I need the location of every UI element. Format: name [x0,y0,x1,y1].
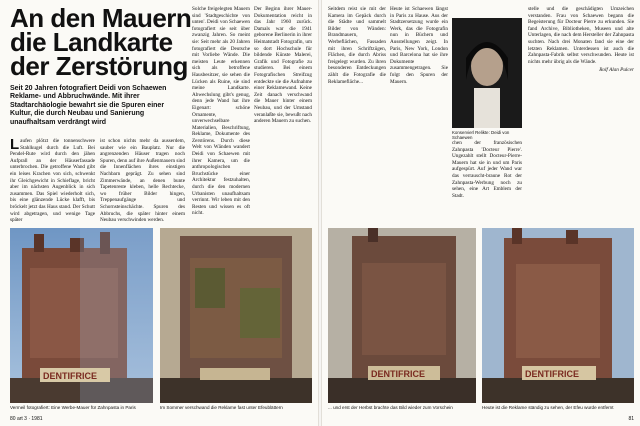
article-lead: Seit 20 Jahren fotografiert Deidi von Schaewen Reklame- und Abbruchwände. Mit ihrer Stadtarchäologie bewahrt sie die Spuren einer Kultur, die durch Neubau und Sanierung unaufhaltsam verdrängt wird [10,85,167,126]
photo-wall-1 [10,228,153,403]
body-column-3 [192,6,250,224]
article-headline [10,3,192,81]
dropcap: L [10,138,20,153]
folio-right: 81 [628,416,634,422]
body-column-7 [452,140,522,224]
caption-2: Im Sommer verschwand die Reklame fast unter Efeublättern [160,405,283,410]
sign-text-1: DENTIFRICE [43,371,97,381]
caption-1: Vermeil fotografiert: Eine Werbe-Mauer für Zahnpasta in Paris [10,405,136,410]
sign-text-3: DENTIFRICE [371,369,425,379]
body-column-2 [100,138,185,226]
body-column-8 [528,6,634,224]
headline-line-3: der Zerstörung [10,51,188,81]
body-column-5 [328,6,386,224]
folio-left: 80 art 3 · 1981 [10,416,43,422]
photo-wall-2 [160,228,312,403]
portrait-photo [452,18,522,128]
body-text-1: aufen plötzt die tonnenschwere Stahlkugel durch die Luft. Bei Pendel-Rute wird durch den jähen Aufprall an der Häuserfassade unterbrochen. Die getroffene Wand gibt ein leises Krachen von sich, schwenkt ihr Gleichgewicht in Schieflage, bricht aber im nächsten Augenblick in sich zusammen. Das Spiel wiederholt sich, bis eine glänzende Lücke klafft, bis bröckelt jetzt das Haus stand. Der Schutt wird abgetragen, und wenige Tage später [10,138,95,224]
body-text-3: Solche freigelegten Mauern sind 'Stadtgeschichte von unten'. Deidi von Schaewen fotografiert sie seit über zwanzig Jahren. So meint sie: Seit mehr als 20 Jahren fotografiert die Deutsche mit Vorliebe Wände. Die meisten Leute erkennen sich als betroffene Hausbesitzer, sie sehen die Lücken als Ruine, sie sind meine Landkarte. Abwechslung gibt's genug, denn jede Wand hat ihre Eigenart: schöne Ornamente, unverwechselbare Materialien, Beschriftung, Reklame, Dokumente des Zerstörens. Durch diese Welt von Wänden wandert Deidi von Schaewen mit ihrer Kamera, um die anthropologischen Bruchstücke einer Architektur festzuhalten, durch die den modernen Urbanisten unaufhaltsam verrinnt. Wir leben mit den Resten und wissen es oft nicht. [192,6,250,217]
caption-4: Heute ist die Reklame ständig zu sehen, der Efeu wurde entfernt [482,405,614,410]
body-column-4 [254,6,312,224]
right-page [322,0,640,426]
photo-wall-3 [328,228,476,403]
portrait-caption: Konservierl Relikte: Deidi von Schaewen [452,130,510,140]
body-text-5: Seitdem reist sie mit der Kamera im Gepäck durch die Städte und sammelt Bilder von Wänden: Brandmauern, Werbeflächen, Fassaden mit ihren Schriftzügen, Flächen, die durch Abriss freigelegt wurden. Zu ihren besonderen Entdeckungen zählt die Fotografie die Reklamefläche... [328,6,386,85]
left-page [0,0,318,426]
body-text-8: stelle und die geschädigten Umzeichen verstanden. Frau von Schaewen begann die Begeisterung für Docteur Pierre zu erkunden. Sie fand Archive, Bibliotheken, Museen und alte Unterlagen, die nach dem Hersteller der Zahnpasta suchten. Nach drei Monaten fand sie eine der letzten Reklamen. Unterdessen ist auch die Zahnpasta-Fabrik selbst verschwunden. Heute ist nichts mehr übrig als die Wände. [528,6,634,65]
photo-wall-4 [482,228,634,403]
body-text-7: chen der französischen Zahnpasta 'Docteur Pierre'. Ungezahlt stellt Docteur-Pierre-Mauern hat sie in und um Paris aufgespürt. Auf jeder Wand war das verrauscht-braune Rot der Zahnpasta-Werbung noch zu sehen, eine Art Emblem der Stadt. [452,140,522,199]
body-text-6: Heute ist Schaewen längst in Paris zu Hause. Aus der Stadtzersetzung wurde ein Werk, das die Fotografin nun in Büchern und Ausstellungen zeigt. In Paris, New York, London und Barcelona hat sie ihre Dokumente zusammengetragen. Sie folgt den Spuren der Mauern. [390,6,448,85]
body-column-6 [390,6,448,224]
headline-line-2: die Landkarte [10,27,173,57]
body-text-2: ist schon nichts mehr da ausserdem, sauber wie ein Bauplatz. Nur die angrenzenden Häuser tragen noch Spuren, denn auf ihre Außenmauern sind die Innenflächen ihres einstigen Nachbarn geprägt. Zu sehen sind Zimmerwände, an denen bunte Tapetenreste kleben, helle Rechtecke, wo früher Bilder hingen, Treppenaufgänge und Schornsteinschächte. Spuren des Abbruchs, die später hinter einem Neubau verschwinden werden. [100,138,185,224]
author-signature: Rolf Alan Pulcer [599,67,634,74]
body-column-1 [10,138,95,226]
headline-line-1: An den Mauern [10,3,192,33]
sign-text-4: DENTIFRICE [525,369,579,379]
caption-3: ... und erst der Herbst brachte das Bild wieder zum Vorschein [328,405,453,410]
body-text-4: Der Beginn ihrer Mauer-Dokumentation reicht in das Jahr 1960 zurück. Damals war die 1941 geborene Berlinerin in ihrer Heimatstadt Fotografin, um so dort Hochschule für bildende Künste Malerei, Grafik und Fotografie zu studieren. Bei einem Fotografischen Streifzug entdeckte sie die Aufnahme einer Reklamewand. Keine Zeit danach verschwand die Mauer hinter einem Neubau, und der Umstand veranlaßte sie, bewußt nach anderen Mauern zu suchen. [254,6,312,125]
